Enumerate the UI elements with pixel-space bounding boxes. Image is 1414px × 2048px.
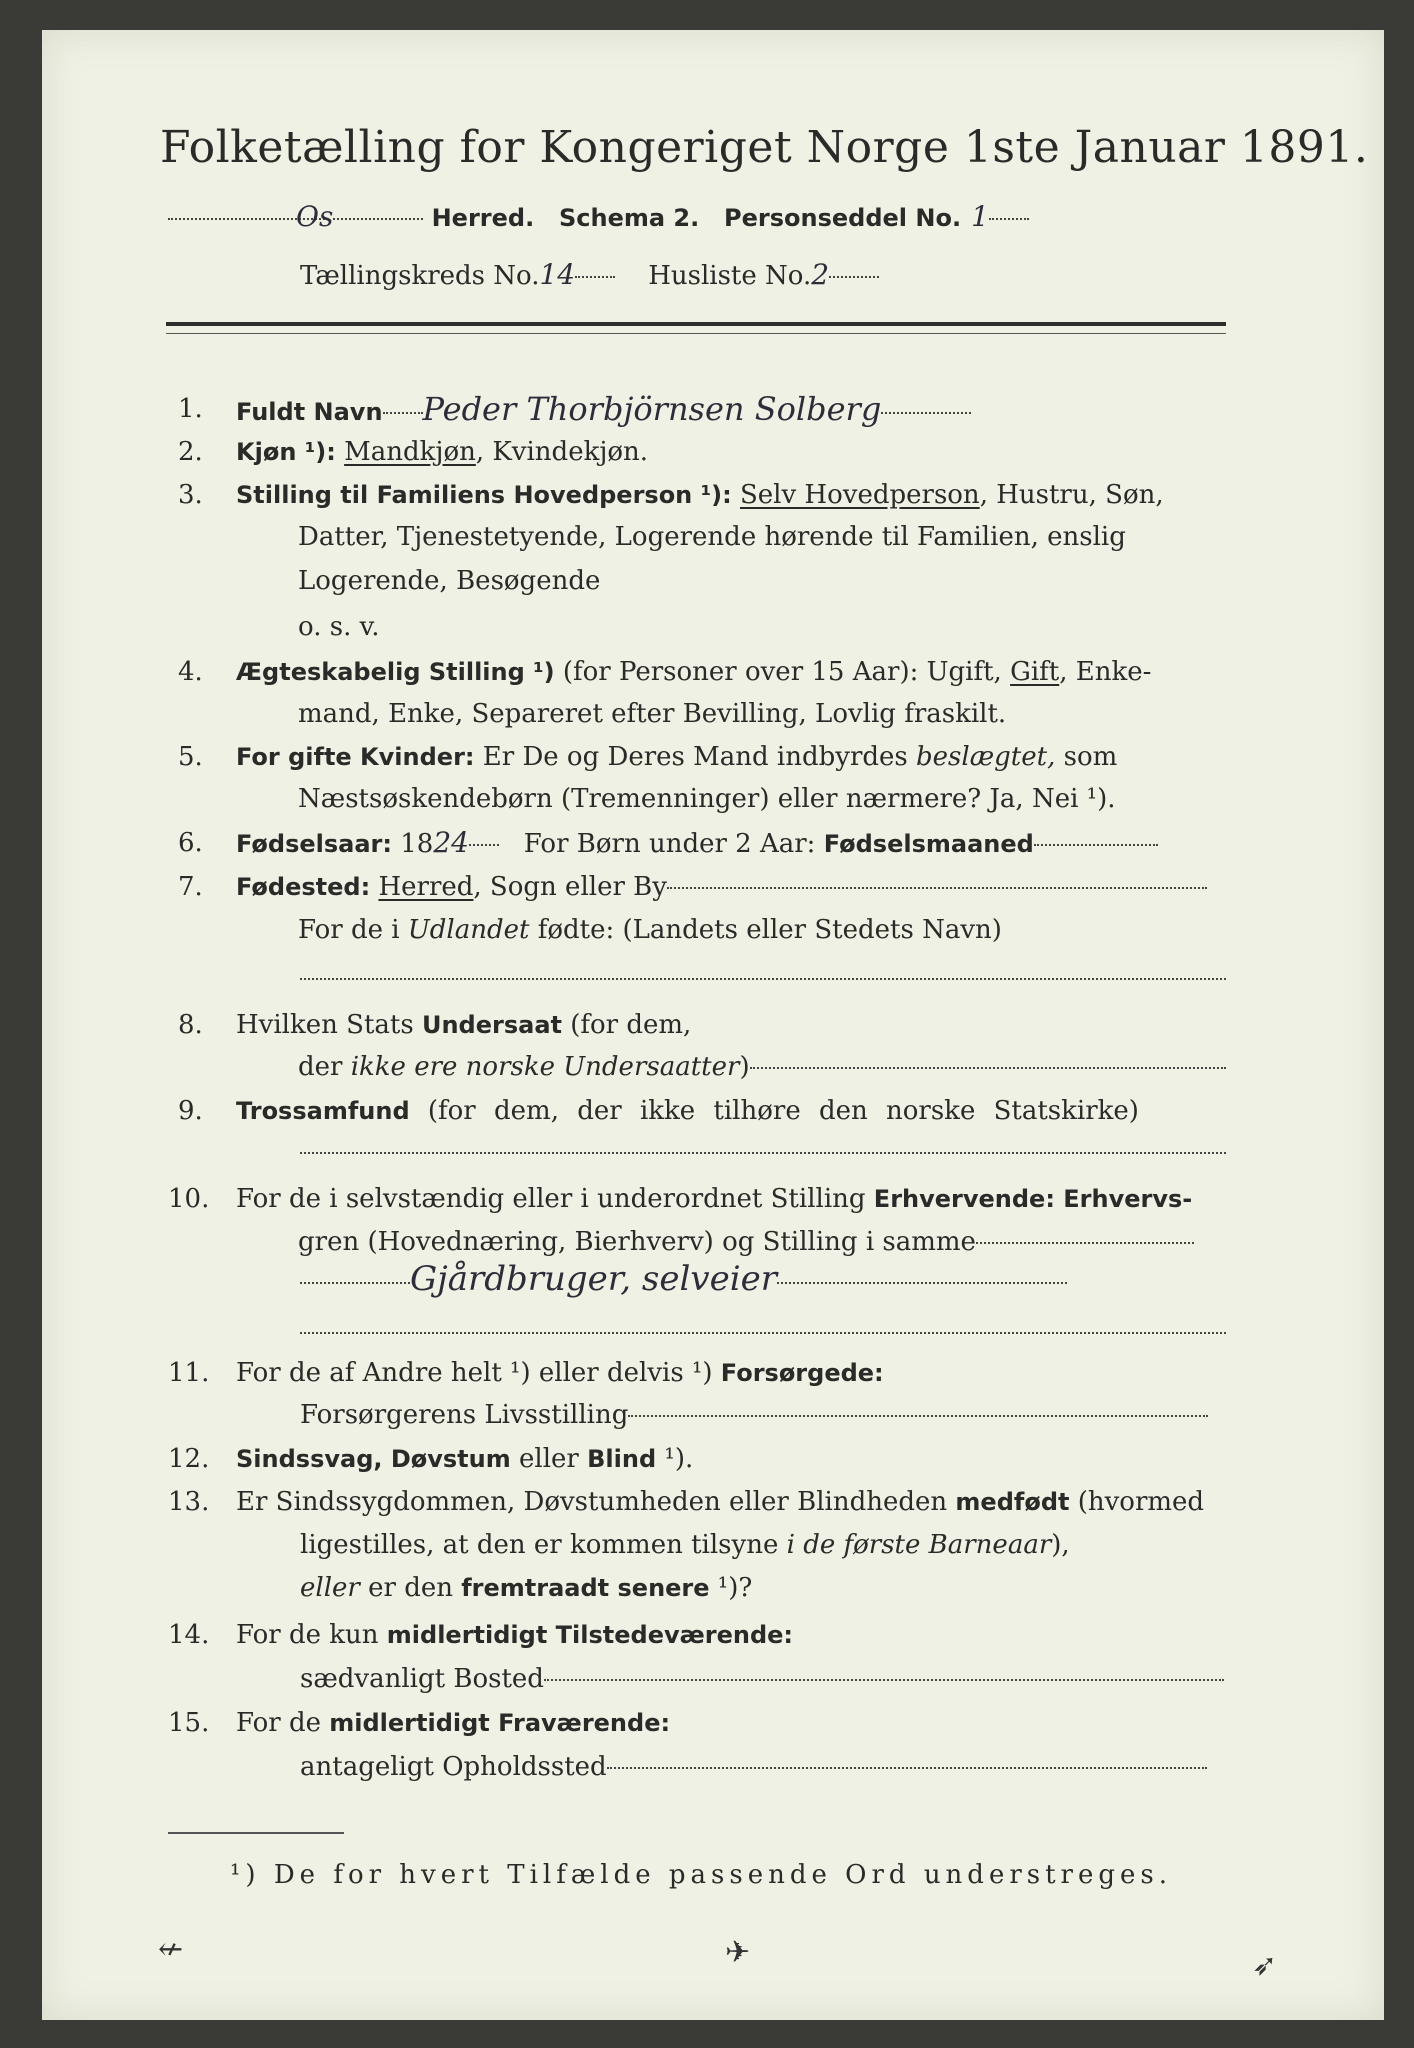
item-6: [236, 826, 1158, 861]
q6-prefix: 18: [392, 829, 434, 859]
item-number: 5.: [178, 742, 203, 772]
q6-label: Fødselsaar:: [236, 830, 392, 858]
husliste-value: 2: [811, 258, 830, 291]
q12-bold-2: Blind: [587, 1445, 657, 1473]
q1-value: Peder Thorbjörnsen Solberg: [422, 390, 882, 428]
q13-line3-a: er den: [359, 1573, 462, 1603]
q7-line2-b: fødte: (Landets eller Stedets Navn): [529, 915, 1002, 945]
item-number: 13.: [168, 1487, 210, 1517]
q9-text: (for dem, der ikke tilhøre den norske Statskirke): [409, 1096, 1139, 1126]
item-4-line-1: [236, 655, 1151, 689]
q3-label: Stilling til Familiens Hovedperson ¹):: [236, 481, 732, 509]
stray-mark-icon: ↚: [158, 1932, 184, 1967]
q6-label-2: Fødselsmaaned: [823, 830, 1034, 858]
q13-tail: (hvormed: [1069, 1487, 1205, 1517]
item-1: [236, 392, 971, 429]
q13-line3-italic: eller: [300, 1573, 360, 1603]
q8-line2-b: ): [739, 1052, 750, 1082]
q8-bold: Undersaat: [421, 1011, 562, 1039]
header-line-kreds: [300, 258, 879, 293]
kreds-value: 14: [539, 258, 576, 291]
q14-bold: midlertidigt Tilstedeværende:: [386, 1621, 794, 1649]
q7-option-selected: Herred: [378, 872, 474, 902]
item-number: 4.: [178, 657, 203, 687]
q11-line2: Forsørgerens Livsstilling: [300, 1400, 629, 1430]
item-13-line-1: [236, 1485, 1204, 1519]
q8-line2-a: der: [298, 1052, 351, 1082]
item-5-line-2: Næstsøskendebørn (Tremenninger) eller nærmere? Ja, Nei ¹).: [298, 784, 1116, 814]
item-14-line-1: [236, 1618, 793, 1652]
q4-option-selected: Gift: [1010, 657, 1060, 687]
q4-label: Ægteskabelig Stilling ¹): [236, 658, 555, 686]
item-12: [236, 1442, 693, 1476]
item-8-line-1: [236, 1008, 691, 1042]
item-15-line-1: [236, 1706, 670, 1740]
q1-label: Fuldt Navn: [236, 398, 383, 426]
q13-line3-b: ¹)?: [709, 1573, 753, 1603]
item-3-line-2: Datter, Tjenestetyende, Logerende hørende til Familien, enslig: [298, 522, 1126, 552]
item-4-line-2: mand, Enke, Separeret efter Bevilling, Lovlig fraskilt.: [298, 699, 1007, 729]
kreds-label: Tællingskreds No.: [300, 261, 540, 291]
item-7-line-1: [236, 870, 1207, 904]
q4-rest: , Enke-: [1059, 657, 1152, 687]
item-11-line-1: [236, 1356, 884, 1390]
q7-line2-italic: Udlandet: [407, 915, 530, 945]
q5-tail: som: [1055, 742, 1118, 772]
q10-value: Gjårdbruger, selveier: [410, 1259, 777, 1299]
footnote: ¹) De for hvert Tilfælde passende Ord understreges.: [230, 1860, 1173, 1890]
item-number: 15.: [168, 1708, 210, 1738]
q14-text: For de kun: [236, 1620, 387, 1650]
q8-text-1: Hvilken Stats: [236, 1010, 422, 1040]
q10-bold: Erhvervende: Erhvervs-: [873, 1185, 1193, 1213]
item-9: [236, 1094, 1139, 1128]
q7-rest: , Sogn eller By: [473, 872, 667, 902]
header-rule-thin: [166, 333, 1226, 334]
q13-line3-bold: fremtraadt senere: [461, 1574, 710, 1602]
personseddel-label: Personseddel No.: [724, 204, 962, 232]
q10-answer-line: [300, 1332, 1226, 1334]
q12-text: eller: [510, 1444, 588, 1474]
herred-value: Os: [296, 200, 334, 233]
item-2: [236, 435, 648, 469]
q13-bold: medfødt: [955, 1488, 1070, 1516]
q13-line2-italic: i de første Barneaar: [786, 1530, 1052, 1560]
item-number: 7.: [178, 872, 203, 902]
item-number: 3.: [178, 480, 203, 510]
q6-value: 24: [433, 826, 469, 859]
q13-line2-b: ),: [1051, 1530, 1070, 1560]
item-13-line-3: [300, 1571, 752, 1605]
item-13-line-2: [300, 1528, 1070, 1562]
item-10-line-1: [236, 1182, 1192, 1216]
header-line-herred: [168, 200, 1029, 235]
item-number: 6.: [178, 828, 203, 858]
q8-line2-italic: ikke ere norske Undersaatter: [350, 1052, 740, 1082]
item-number: 10.: [168, 1184, 210, 1214]
q10-line2: gren (Hovednæring, Bierhverv) og Stilling i samme: [298, 1227, 976, 1257]
item-14-line-2: [300, 1662, 1224, 1696]
footnote-rule: [168, 1832, 344, 1834]
item-8-line-2: [298, 1050, 1226, 1084]
q3-options: , Hustru, Søn,: [979, 480, 1164, 510]
stray-mark-icon: ➶: [1252, 1948, 1278, 1983]
q7-label: Fødested:: [236, 873, 371, 901]
item-3-line-4: o. s. v.: [298, 612, 380, 642]
q15-bold: midlertidigt Fraværende:: [329, 1709, 671, 1737]
q4-text: (for Personer over 15 Aar): Ugift,: [554, 657, 1011, 687]
item-15-line-2: [300, 1750, 1207, 1784]
q3-option-selected: Selv Hovedperson: [739, 480, 980, 510]
item-10-line-2: [298, 1225, 1194, 1259]
item-number: 11.: [168, 1358, 210, 1388]
q5-italic: beslægtet,: [916, 742, 1056, 772]
item-number: 12.: [168, 1444, 210, 1474]
item-11-line-2: [300, 1398, 1208, 1432]
header-rule-thick: [166, 322, 1226, 326]
item-3-line-1: [236, 478, 1164, 512]
q15-text: For de: [236, 1708, 330, 1738]
q6-text: For Børn under 2 Aar:: [523, 829, 816, 859]
q7-line2-a: For de i: [298, 915, 408, 945]
q10-text: For de i selvstændig eller i underordnet Stilling: [236, 1184, 874, 1214]
item-number: 1.: [178, 394, 203, 424]
form-title: Folketælling for Kongeriget Norge 1ste Januar 1891.: [160, 122, 1369, 173]
item-5-line-1: [236, 740, 1117, 774]
q7-answer-line: [300, 978, 1226, 980]
q11-text: For de af Andre helt ¹) eller delvis ¹): [236, 1358, 721, 1388]
q12-tail: ¹).: [656, 1444, 694, 1474]
item-3-line-3: Logerende, Besøgende: [298, 566, 601, 596]
q9-answer-line: [300, 1152, 1226, 1154]
item-number: 2.: [178, 437, 203, 467]
item-7-line-2: [298, 913, 1002, 947]
item-number: 14.: [168, 1620, 210, 1650]
schema-label: Schema 2.: [559, 204, 700, 232]
q8-text-2: (for dem,: [561, 1010, 692, 1040]
q9-label: Trossamfund: [236, 1097, 410, 1125]
q5-text: Er De og Deres Mand indbyrdes: [474, 742, 917, 772]
q11-bold: Forsørgede:: [720, 1359, 884, 1387]
stray-mark-icon: ✈: [725, 1935, 751, 1970]
q2-label: Kjøn ¹):: [236, 438, 336, 466]
q13-text: Er Sindssygdommen, Døvstumheden eller Blindheden: [236, 1487, 956, 1517]
personseddel-value: 1: [971, 200, 989, 233]
husliste-label: Husliste No.: [648, 261, 812, 291]
q2-option-other: , Kvindekjøn.: [475, 437, 649, 467]
item-number: 8.: [178, 1010, 203, 1040]
q13-line2-a: ligestilles, at den er kommen tilsyne: [300, 1530, 787, 1560]
q15-line2: antageligt Opholdssted: [300, 1752, 607, 1782]
q14-line2: sædvanligt Bosted: [300, 1664, 544, 1694]
q2-option-selected: Mandkjøn: [344, 437, 476, 467]
item-number: 9.: [178, 1096, 203, 1126]
herred-label: Herred.: [431, 204, 535, 232]
item-10-answer: [300, 1259, 1067, 1299]
q5-label: For gifte Kvinder:: [236, 743, 475, 771]
q12-bold: Sindssvag, Døvstum: [236, 1445, 511, 1473]
